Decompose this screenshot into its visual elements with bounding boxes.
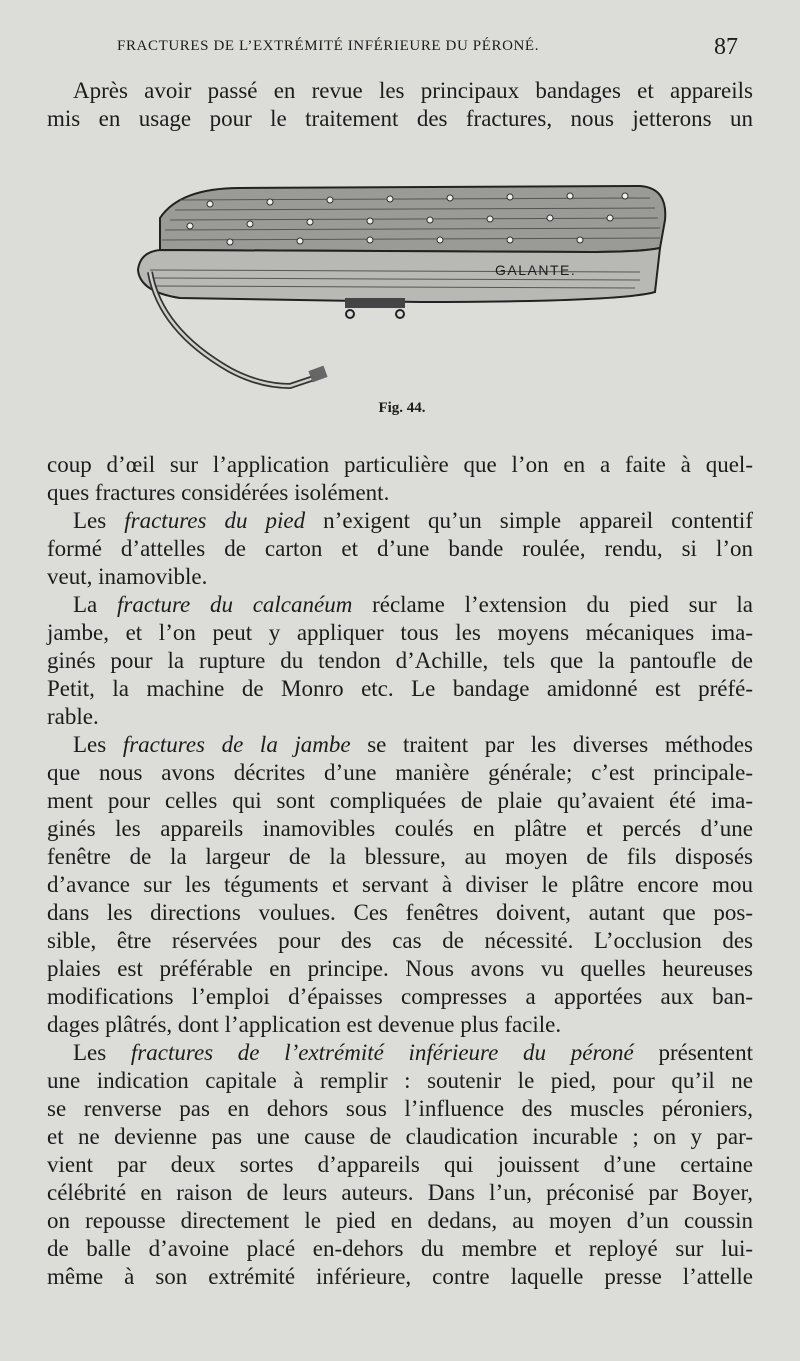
text-line bbox=[47, 1011, 753, 1039]
text-segment: Les bbox=[73, 732, 123, 757]
italic-text: fracture du calcanéum bbox=[117, 592, 353, 617]
italic-text: fractures du pied bbox=[124, 508, 306, 533]
text-line bbox=[47, 871, 753, 899]
text-line bbox=[47, 759, 753, 787]
text-segment: Petit, la machine de Monro etc. Le bandage amidonné est préfé- bbox=[47, 676, 753, 701]
text-segment: célébrité en raison de leurs auteurs. Dans l’un, préconisé par Boyer, bbox=[47, 1180, 753, 1205]
text-line bbox=[47, 843, 753, 871]
text-segment: jambe, et l’on peut y appliquer tous les moyens mécaniques ima- bbox=[47, 620, 753, 645]
text-line bbox=[47, 731, 753, 759]
text-segment: dans les directions voulues. Ces fenêtres doivent, autant que pos- bbox=[47, 900, 753, 925]
text-line bbox=[47, 927, 753, 955]
text-segment: ques fractures considérées isolément. bbox=[47, 480, 390, 505]
text-line bbox=[47, 507, 753, 535]
text-segment: Les bbox=[73, 1040, 131, 1065]
text-segment: n’exigent qu’un simple appareil contentif bbox=[305, 508, 753, 533]
text-segment: ginés les appareils inamovibles coulés en plâtre et percés d’une bbox=[47, 816, 753, 841]
running-title: FRACTURES DE L’EXTRÉMITÉ INFÉRIEURE DU PÉRONÉ. bbox=[117, 38, 540, 54]
text-segment: de balle d’avoine placé en-dehors du membre et reployé sur lui- bbox=[47, 1236, 753, 1261]
text-segment: que nous avons décrites d’une manière générale; c’est principale- bbox=[47, 760, 753, 785]
text-segment: fenêtre de la largeur de la blessure, au moyen de fils disposés bbox=[47, 844, 753, 869]
text-segment: on repousse directement le pied en dedans, au moyen d’un coussin bbox=[47, 1208, 753, 1233]
italic-text: fractures de la jambe bbox=[122, 732, 351, 757]
text-line bbox=[47, 591, 753, 619]
text-segment: et ne devienne pas une cause de claudication incurable ; on y par- bbox=[47, 1124, 753, 1149]
text-segment: coup d’œil sur l’application particulière que l’on en a faite à quel- bbox=[47, 452, 753, 477]
text-segment: se traitent par les diverses méthodes bbox=[350, 732, 753, 757]
text-line bbox=[47, 1123, 753, 1151]
text-segment: d’avance sur les téguments et servant à diviser le plâtre encore mou bbox=[47, 872, 753, 897]
cushion-illustration bbox=[120, 180, 680, 405]
figure-caption: Fig. 44. bbox=[378, 400, 426, 416]
text-line bbox=[47, 563, 753, 591]
text-segment: modifications l’emploi d’épaisses compresses a apportées aux ban- bbox=[47, 984, 753, 1009]
text-segment: se renverse pas en dehors sous l’influence des muscles péroniers, bbox=[47, 1096, 753, 1121]
text-segment: Les bbox=[73, 508, 125, 533]
body-text bbox=[47, 451, 753, 1291]
text-line bbox=[47, 1207, 753, 1235]
text-line bbox=[47, 535, 753, 563]
text-line bbox=[47, 899, 753, 927]
page-number: 87 bbox=[714, 34, 738, 60]
text-line bbox=[47, 815, 753, 843]
text-line bbox=[47, 451, 753, 479]
text-segment: vient par deux sortes d’appareils qui jouissent d’une certaine bbox=[47, 1152, 753, 1177]
text-line bbox=[47, 479, 753, 507]
text-line bbox=[47, 1235, 753, 1263]
text-segment: formé d’attelles de carton et d’une bande roulée, rendu, si l’on bbox=[47, 536, 753, 561]
text-segment: dages plâtrés, dont l’application est devenue plus facile. bbox=[47, 1012, 562, 1037]
text-segment: ment pour celles qui sont compliquées de plaie qu’avaient été ima- bbox=[47, 788, 753, 813]
text-line bbox=[47, 955, 753, 983]
text-line bbox=[47, 787, 753, 815]
text-line bbox=[47, 1067, 753, 1095]
page-header bbox=[0, 34, 800, 68]
text-segment: même à son extrémité inférieure, contre laquelle presse l’attelle bbox=[47, 1264, 753, 1289]
text-segment: veut, inamovible. bbox=[47, 564, 208, 589]
text-line bbox=[47, 983, 753, 1011]
text-line bbox=[47, 1263, 753, 1291]
text-segment: une indication capitale à remplir : soutenir le pied, pour qu’il ne bbox=[47, 1068, 753, 1093]
text-segment: réclame l’extension du pied sur la bbox=[352, 592, 754, 617]
intro-paragraph bbox=[47, 77, 753, 133]
text-line: Après avoir passé en revue les principaux bandages et appareils bbox=[73, 78, 753, 103]
text-line bbox=[47, 647, 753, 675]
text-segment: plaies est préférable en principe. Nous avons vu quelles heureuses bbox=[47, 956, 753, 981]
text-line bbox=[47, 675, 753, 703]
figure-label: GALANTE. bbox=[495, 262, 577, 278]
text-segment: La bbox=[73, 592, 117, 617]
text-segment: rable. bbox=[47, 704, 99, 729]
text-line bbox=[47, 1179, 753, 1207]
text-line bbox=[47, 1039, 753, 1067]
text-segment: ginés pour la rupture du tendon d’Achille, tels que la pantoufle de bbox=[47, 648, 753, 673]
text-line bbox=[47, 619, 753, 647]
text-line bbox=[47, 1095, 753, 1123]
text-line: mis en usage pour le traitement des fractures, nous jetterons un bbox=[47, 106, 753, 131]
text-line bbox=[47, 703, 753, 731]
text-segment: sible, être réservées pour des cas de nécessité. L’occlusion des bbox=[47, 928, 753, 953]
text-line bbox=[47, 1151, 753, 1179]
italic-text: fractures de l’extrémité inférieure du péroné bbox=[130, 1040, 634, 1065]
text-segment: présentent bbox=[633, 1040, 753, 1065]
